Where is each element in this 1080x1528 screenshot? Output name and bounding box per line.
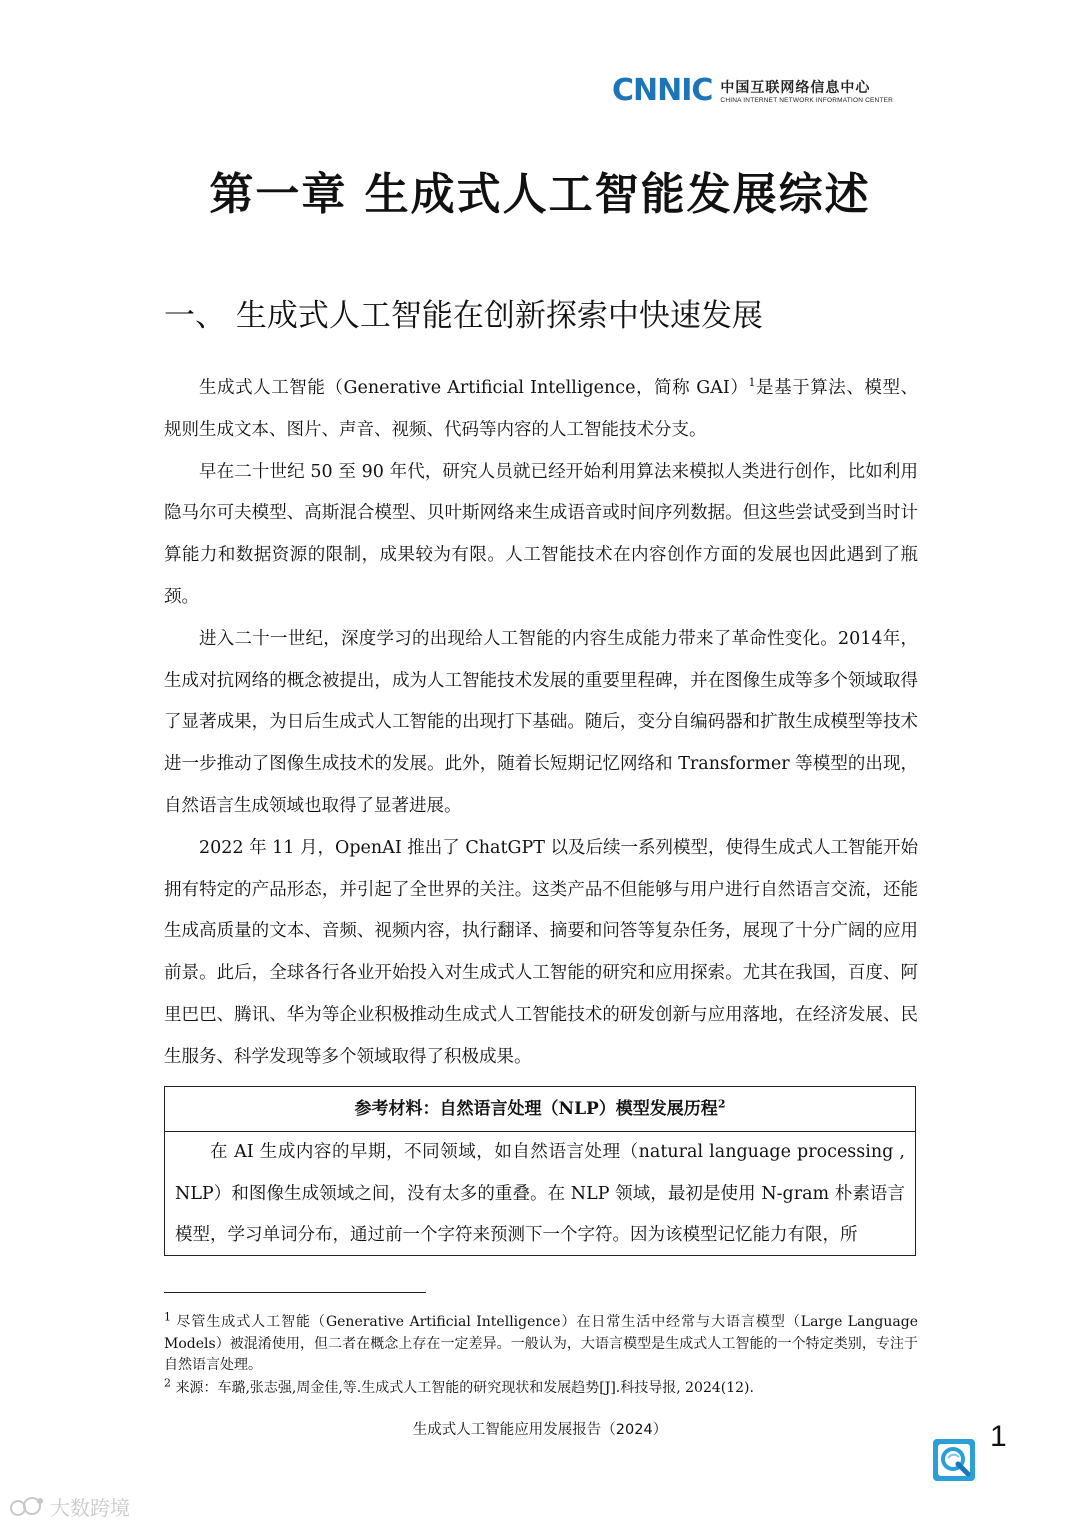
footnote-ref-2[interactable]: 2: [717, 1097, 726, 1111]
footnote-1: [164, 1312, 918, 1377]
chapter-title: 第一章 生成式人工智能发展综述: [209, 169, 871, 220]
section-title: 一、 生成式人工智能在创新探索中快速发展: [164, 298, 763, 334]
reference-title-text: 参考材料：自然语言处理（NLP）模型发展历程: [354, 1099, 718, 1119]
footnote-divider: [164, 1292, 426, 1293]
paragraph-2: 早在二十世纪 50 至 90 年代，研究人员就已经开始利用算法来模拟人类进行创作，比如利用隐马尔可夫模型、高斯混合模型、贝叶斯网络来生成语音或时间序列数据。但这些尝试受到当时计算能力和数据资源的限制，成果较为有限。人工智能技术在内容创作方面的发展也因此遇到了瓶颈。: [164, 461, 918, 607]
watermark-logo-icon: [10, 1496, 44, 1518]
report-badge-icon: [932, 1438, 976, 1482]
reference-box-title: [165, 1087, 915, 1132]
cnnic-logo: [612, 72, 932, 108]
watermark-text: 大数跨境: [50, 1496, 130, 1520]
paragraph-1-part-b: 是基于算法、模型、规则生成文本、图片、声音、视频、代码等内容的人工智能技术分支。: [164, 378, 919, 440]
body-text: [164, 368, 918, 1079]
footnote-2: [164, 1375, 918, 1400]
paragraph-1: [164, 368, 918, 452]
footer-report-title: 生成式人工智能应用发展报告（2024）: [412, 1422, 668, 1438]
paragraph-1-part-a: 生成式人工智能（Generative Artificial Intelligence，简称 GAI）: [199, 378, 749, 398]
org-name-cn: 中国互联网络信息中心: [720, 79, 871, 96]
footnotes: [164, 1312, 918, 1400]
watermark: [10, 1492, 130, 1521]
logo-mark: CNNIC: [612, 72, 713, 108]
footnote-1-text: 尽管生成式人工智能（Generative Artificial Intelligence）在日常生活中经常与大语言模型（Large Language Models）被混淆使用，但二者在概念上存在一定差异。一般认为，大语言模型是生成式人工智能的一个特定类别，专注于自然语言处理。: [164, 1314, 918, 1373]
footnote-2-text: 来源：车璐,张志强,周金佳,等.生成式人工智能的研究现状和发展趋势[J].科技导报, 2024(12).: [171, 1379, 754, 1396]
reference-box: [164, 1086, 916, 1256]
reference-box-body: [165, 1132, 915, 1257]
paragraph-3: 进入二十一世纪，深度学习的出现给人工智能的内容生成能力带来了革命性变化。2014年，生成对抗网络的概念被提出，成为人工智能技术发展的重要里程碑，并在图像生成等多个领域取得了显著成果，为日后生成式人工智能的出现打下基础。随后，变分自编码器和扩散生成模型等技术进一步推动了图像生成技术的发展。此外，随着长短期记忆网络和 Transformer 等模型的出现，自然语言生成领域也取得了显著进展。: [164, 628, 918, 816]
footnote-ref-1[interactable]: 1: [748, 376, 756, 390]
footnote-2-number: 2: [164, 1375, 171, 1389]
page-number: 1: [990, 1420, 1007, 1453]
paragraph-4: 2022 年 11 月，OpenAI 推出了 ChatGPT 以及后续一系列模型，使得生成式人工智能开始拥有特定的产品形态，并引起了全世界的关注。这类产品不但能够与用户进行自然语言交流，还能生成高质量的文本、音频、视频内容，执行翻译、摘要和问答等复杂任务，展现了十分广阔的应用前景。此后，全球各行各业开始投入对生成式人工智能的研究和应用探索。尤其在我国，百度、阿里巴巴、腾讯、华为等企业积极推动生成式人工智能技术的研发创新与应用落地，在经济发展、民生服务、科学发现等多个领域取得了积极成果。: [164, 837, 918, 1067]
reference-body-text: 在 AI 生成内容的早期，不同领域，如自然语言处理（natural language processing , NLP）和图像生成领域之间，没有太多的重叠。在 NLP 领域，最初是使用 N-gram 朴素语言模型，学习单词分布，通过前一个字符来预测下一个字符。因为该模型记忆能力有限，所: [175, 1142, 905, 1245]
org-name-en: CHINA INTERNET NETWORK INFORMATION CENTER: [720, 96, 894, 104]
footnote-1-number: 1: [164, 1310, 171, 1324]
logo-text: [720, 77, 893, 104]
